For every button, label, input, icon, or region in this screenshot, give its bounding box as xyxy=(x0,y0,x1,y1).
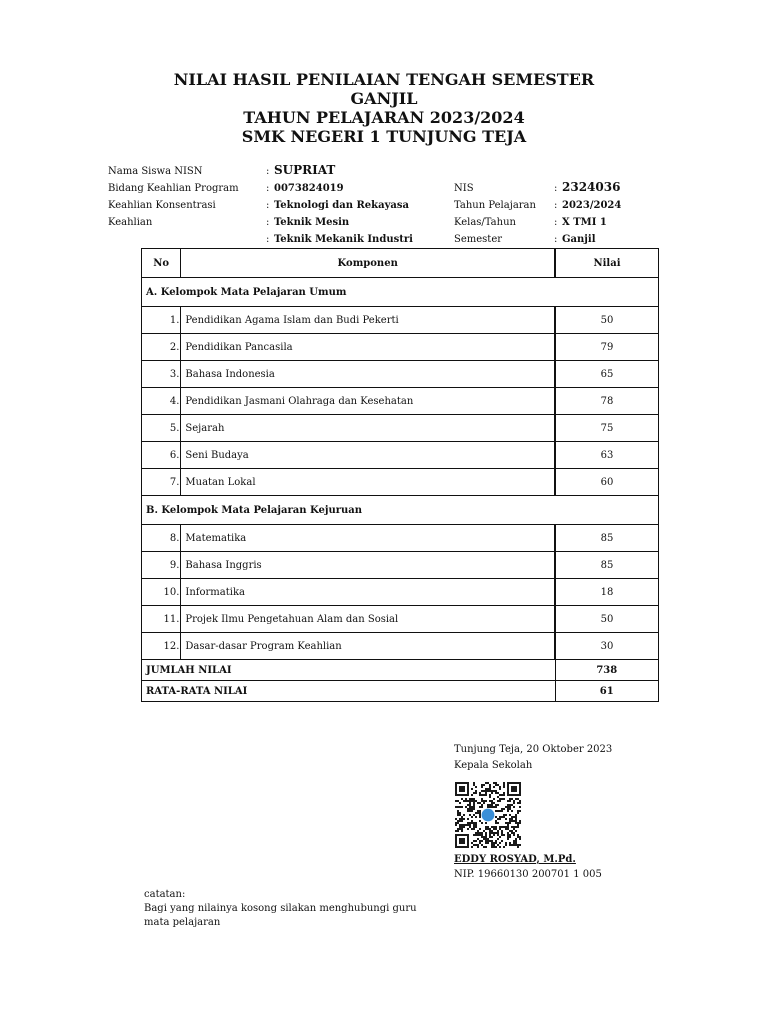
note-label: catatan: xyxy=(144,889,186,900)
label-keahlian-konsentrasi: Keahlian Konsentrasi xyxy=(108,200,216,211)
row-subject: Muatan Lokal xyxy=(181,469,555,496)
value-nisn: 0073824019 xyxy=(274,183,344,194)
label-nama-nisn: Nama Siswa NISN xyxy=(108,166,203,177)
row-nilai: 60 xyxy=(555,469,659,496)
jumlah-label: JUMLAH NILAI xyxy=(142,660,556,681)
label-bidang: Bidang Keahlian Program xyxy=(108,183,239,194)
signer-role: Kepala Sekolah xyxy=(454,760,533,771)
header-no: No xyxy=(142,249,181,278)
label-nis: NIS xyxy=(454,183,474,194)
signer-nip: NIP. 19660130 200701 1 005 xyxy=(454,869,602,880)
table-row xyxy=(142,361,659,388)
row-number: 2. xyxy=(142,334,181,361)
value-kelas: X TMI 1 xyxy=(562,217,607,228)
row-subject: Dasar-dasar Program Keahlian xyxy=(181,633,555,660)
label-kelas: Kelas/Tahun xyxy=(454,217,516,228)
row-subject: Bahasa Inggris xyxy=(181,552,555,579)
rata-row xyxy=(142,681,659,702)
header-komponen: Komponen xyxy=(181,249,555,278)
colon: : xyxy=(266,183,270,194)
table-row xyxy=(142,633,659,660)
title-line-1: NILAI HASIL PENILAIAN TENGAH SEMESTER xyxy=(173,70,595,89)
signer-name: EDDY ROSYAD, M.Pd. xyxy=(454,854,576,865)
row-nilai: 79 xyxy=(555,334,659,361)
table-header-row xyxy=(142,249,659,278)
grades-table xyxy=(141,248,659,702)
group-row-b xyxy=(142,496,659,525)
table-row xyxy=(142,334,659,361)
row-subject: Pendidikan Jasmani Olahraga dan Kesehatan xyxy=(181,388,555,415)
table-row xyxy=(142,307,659,334)
row-nilai: 65 xyxy=(555,361,659,388)
rata-value: 61 xyxy=(555,681,659,702)
colon: : xyxy=(554,217,558,228)
place-date: Tunjung Teja, 20 Oktober 2023 xyxy=(454,744,613,755)
row-nilai: 50 xyxy=(555,307,659,334)
table-row xyxy=(142,469,659,496)
row-subject: Pendidikan Agama Islam dan Budi Pekerti xyxy=(181,307,555,334)
row-subject: Informatika xyxy=(181,579,555,606)
row-nilai: 85 xyxy=(555,525,659,552)
value-konsentrasi: Teknik Mekanik Industri xyxy=(274,234,413,245)
header-nilai: Nilai xyxy=(555,249,659,278)
row-nilai: 63 xyxy=(555,442,659,469)
table-row xyxy=(142,388,659,415)
table-row xyxy=(142,442,659,469)
value-semester: Ganjil xyxy=(562,234,596,245)
row-number: 3. xyxy=(142,361,181,388)
value-program: Teknik Mesin xyxy=(274,217,350,228)
colon: : xyxy=(266,217,270,228)
colon: : xyxy=(554,234,558,245)
row-nilai: 78 xyxy=(555,388,659,415)
value-nama: SUPRIAT xyxy=(274,163,336,177)
value-tahun: 2023/2024 xyxy=(562,200,622,211)
jumlah-value: 738 xyxy=(555,660,659,681)
title-line-3: TAHUN PELAJARAN 2023/2024 xyxy=(243,108,525,127)
row-nilai: 18 xyxy=(555,579,659,606)
colon: : xyxy=(554,183,558,194)
row-subject: Bahasa Indonesia xyxy=(181,361,555,388)
label-keahlian: Keahlian xyxy=(108,217,153,228)
table-row xyxy=(142,579,659,606)
row-nilai: 30 xyxy=(555,633,659,660)
row-number: 6. xyxy=(142,442,181,469)
value-nis: 2324036 xyxy=(562,180,621,194)
row-number: 11. xyxy=(142,606,181,633)
row-subject: Matematika xyxy=(181,525,555,552)
colon: : xyxy=(266,200,270,211)
label-tahun: Tahun Pelajaran xyxy=(454,200,536,211)
jumlah-row xyxy=(142,660,659,681)
row-number: 1. xyxy=(142,307,181,334)
row-number: 7. xyxy=(142,469,181,496)
row-number: 8. xyxy=(142,525,181,552)
table-row xyxy=(142,415,659,442)
colon: : xyxy=(266,234,270,245)
table-row xyxy=(142,525,659,552)
row-subject: Seni Budaya xyxy=(181,442,555,469)
qr-code xyxy=(455,782,521,848)
qr-logo-icon xyxy=(482,809,495,822)
row-subject: Pendidikan Pancasila xyxy=(181,334,555,361)
row-number: 12. xyxy=(142,633,181,660)
label-semester: Semester xyxy=(454,234,503,245)
note-text: Bagi yang nilainya kosong silakan menghubungi guru mata pelajaran xyxy=(144,903,417,928)
row-nilai: 75 xyxy=(555,415,659,442)
rata-label: RATA-RATA NILAI xyxy=(142,681,556,702)
row-number: 4. xyxy=(142,388,181,415)
row-number: 5. xyxy=(142,415,181,442)
group-b-label: B. Kelompok Mata Pelajaran Kejuruan xyxy=(142,496,659,525)
group-a-label: A. Kelompok Mata Pelajaran Umum xyxy=(142,278,659,307)
title-line-2: GANJIL xyxy=(350,89,418,108)
table-row xyxy=(142,606,659,633)
document-title xyxy=(0,70,768,146)
colon: : xyxy=(554,200,558,211)
row-nilai: 85 xyxy=(555,552,659,579)
row-subject: Sejarah xyxy=(181,415,555,442)
row-nilai: 50 xyxy=(555,606,659,633)
group-row-a xyxy=(142,278,659,307)
row-number: 9. xyxy=(142,552,181,579)
title-line-4: SMK NEGERI 1 TUNJUNG TEJA xyxy=(241,127,527,146)
value-bidang: Teknologi dan Rekayasa xyxy=(274,200,409,211)
colon: : xyxy=(266,166,270,177)
table-row xyxy=(142,552,659,579)
row-number: 10. xyxy=(142,579,181,606)
row-subject: Projek Ilmu Pengetahuan Alam dan Sosial xyxy=(181,606,555,633)
